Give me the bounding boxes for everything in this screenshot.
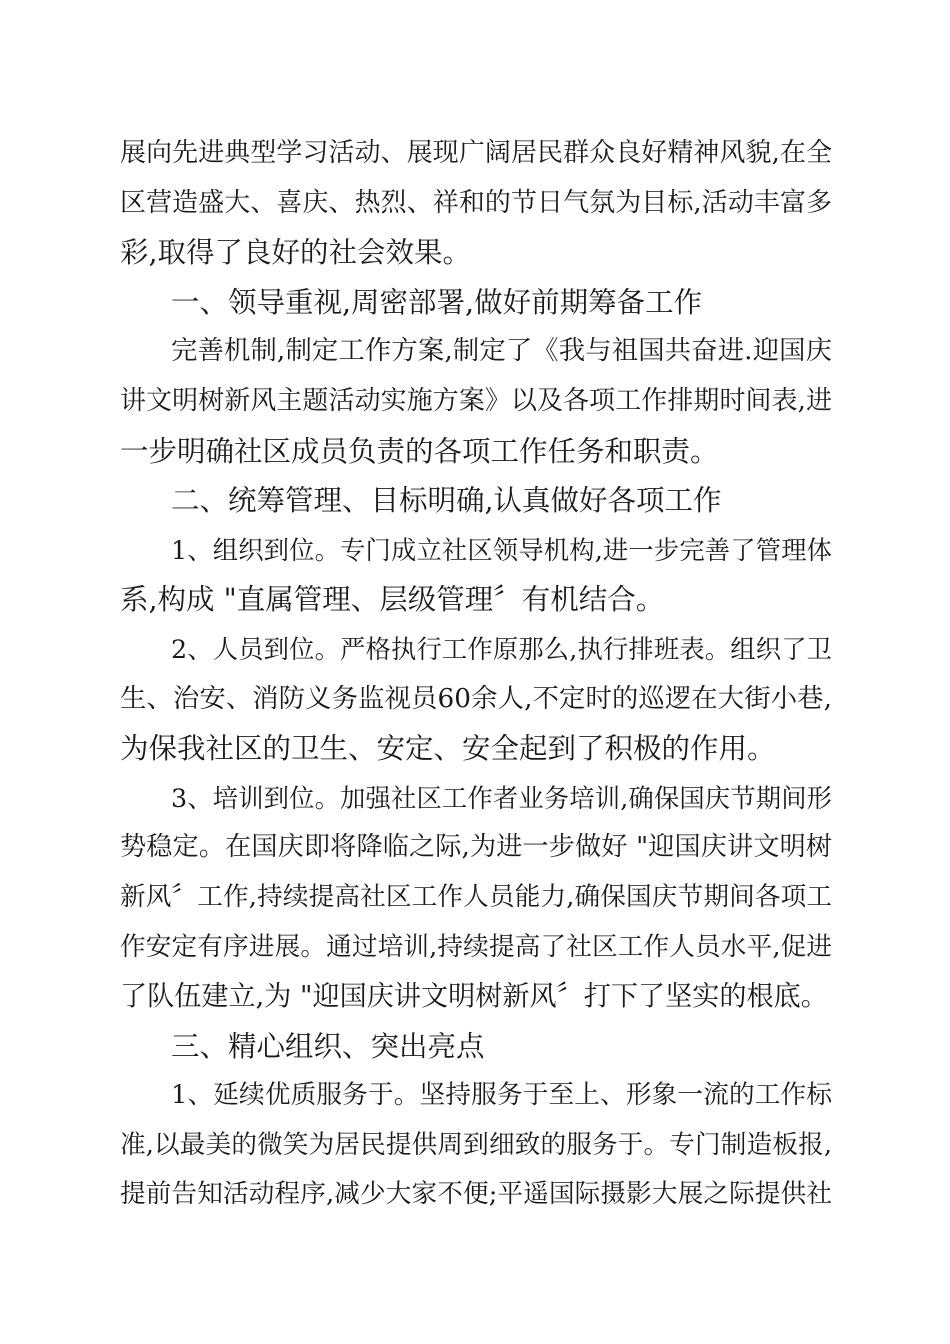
- text-line: 为保我社区的卫生、安定、安全起到了积极的作用。: [120, 732, 776, 766]
- text-line: 二、统筹管理、目标明确,认真做好各项工作: [171, 484, 722, 518]
- text-line: 系,构成 "直属管理、层级管理〞有机结合。: [120, 583, 665, 617]
- text-line: 1、延续优质服务于。坚持服务于至上、形象一流的工作标: [171, 1080, 832, 1111]
- text-line: 区营造盛大、喜庆、热烈、祥和的节日气氛为目标,活动丰富多: [120, 187, 832, 218]
- text-line: 完善机制,制定工作方案,制定了《我与祖国共奋进.迎国庆: [171, 336, 832, 367]
- text-line: 作安定有序进展。通过培训,持续提高了社区工作人员水平,促进: [120, 931, 832, 962]
- text-line: 彩,取得了良好的社会效果。: [120, 236, 472, 270]
- text-line: 3、培训到位。加强社区工作者业务培训,确保国庆节期间形: [171, 782, 832, 813]
- text-line: 了队伍建立,为 "迎国庆讲文明树新风〞打下了坚实的根底。: [120, 981, 828, 1013]
- document-body: [120, 129, 832, 1220]
- text-line: 准,以最美的微笑为居民提供周到细致的服务于。专门制造板报,: [120, 1129, 832, 1160]
- text-line: 一步明确社区成员负责的各项工作任务和职责。: [120, 434, 719, 468]
- text-line: 提前告知活动程序,减少大家不便;平遥国际摄影大展之际提供社: [120, 1179, 832, 1210]
- text-line: 展向先进典型学习活动、展现广阔居民群众良好精神风貌,在全: [120, 138, 832, 168]
- text-line: 1、组织到位。专门成立社区领导机构,进一步完善了管理体: [171, 534, 832, 565]
- text-line: 一、领导重视,周密部署,做好前期筹备工作: [171, 285, 703, 319]
- text-line: 生、治安、消防义务监视员60余人,不定时的巡逻在大街小巷,: [120, 683, 832, 714]
- text-line: 三、精心组织、突出亮点: [171, 1029, 485, 1063]
- text-line: 新风〞工作,持续提高社区工作人员能力,确保国庆节期间各项工: [120, 881, 832, 912]
- text-line: 讲文明树新风主题活动实施方案》以及各项工作排期时间表,进: [120, 385, 832, 416]
- text-line: 2、人员到位。严格执行工作原那么,执行排班表。组织了卫: [171, 633, 832, 664]
- text-line: 势稳定。在国庆即将降临之际,为进一步做好 "迎国庆讲文明树: [120, 832, 832, 863]
